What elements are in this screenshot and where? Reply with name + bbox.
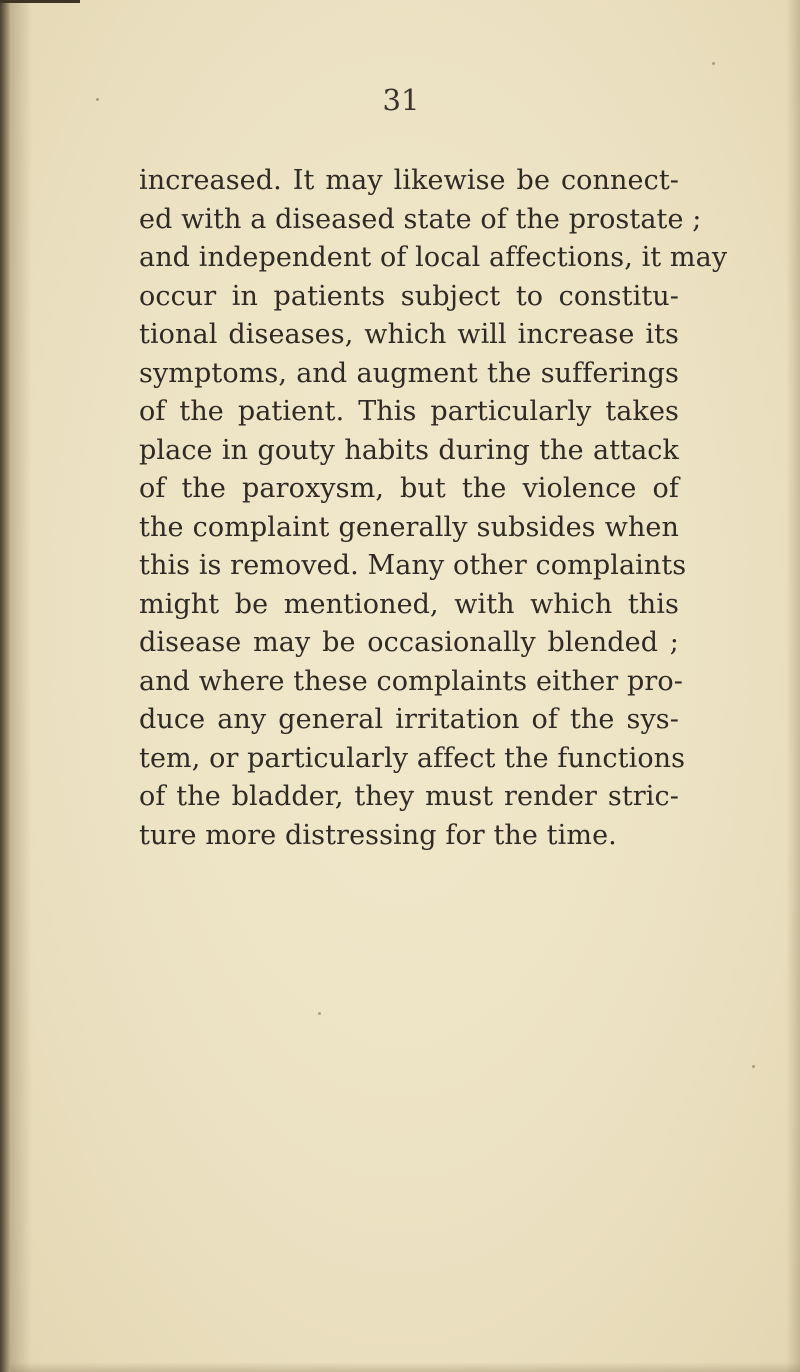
text-line: occur in patients subject to constitu- xyxy=(139,280,679,312)
text-line: this is removed. Many other complaints xyxy=(139,550,687,581)
text-line: of the patient. This particularly takes xyxy=(139,396,679,427)
text-line: of the bladder, they must render stric- xyxy=(139,781,679,812)
text-line: might be mentioned, with which this xyxy=(139,588,679,620)
paper-speck xyxy=(752,1065,755,1068)
text-line: ed with a diseased state of the prostate ; xyxy=(139,203,702,235)
text-line: symptoms, and augment the sufferings xyxy=(139,357,679,389)
paper-speck xyxy=(712,62,715,65)
page-right-edge xyxy=(786,0,800,1372)
text-line: tional diseases, which will increase its xyxy=(139,319,679,350)
text-line: disease may be occasionally blended ; xyxy=(139,627,679,658)
text-line: and independent of local affections, it may xyxy=(139,242,728,273)
page-binding-edge xyxy=(0,0,10,1372)
text-line: ture more distressing for the time. xyxy=(139,819,617,851)
paper-speck xyxy=(96,98,99,101)
text-line: increased. It may likewise be connect- xyxy=(139,165,679,196)
body-text xyxy=(139,162,728,855)
text-line: tem, or particularly affect the functions xyxy=(139,742,686,774)
top-edge-mark xyxy=(0,0,80,3)
paper-speck xyxy=(318,1012,321,1015)
page-number: 31 xyxy=(382,83,420,117)
text-line: the complaint generally subsides when xyxy=(139,511,679,543)
binding-shadow xyxy=(10,0,32,1372)
text-line: place in gouty habits during the attack xyxy=(139,434,679,466)
text-line: and where these complaints either pro- xyxy=(139,665,683,697)
text-line: duce any general irritation of the sys- xyxy=(139,704,679,735)
page-bottom-edge xyxy=(10,1362,800,1372)
text-line: of the paroxysm, but the violence of xyxy=(139,473,679,504)
